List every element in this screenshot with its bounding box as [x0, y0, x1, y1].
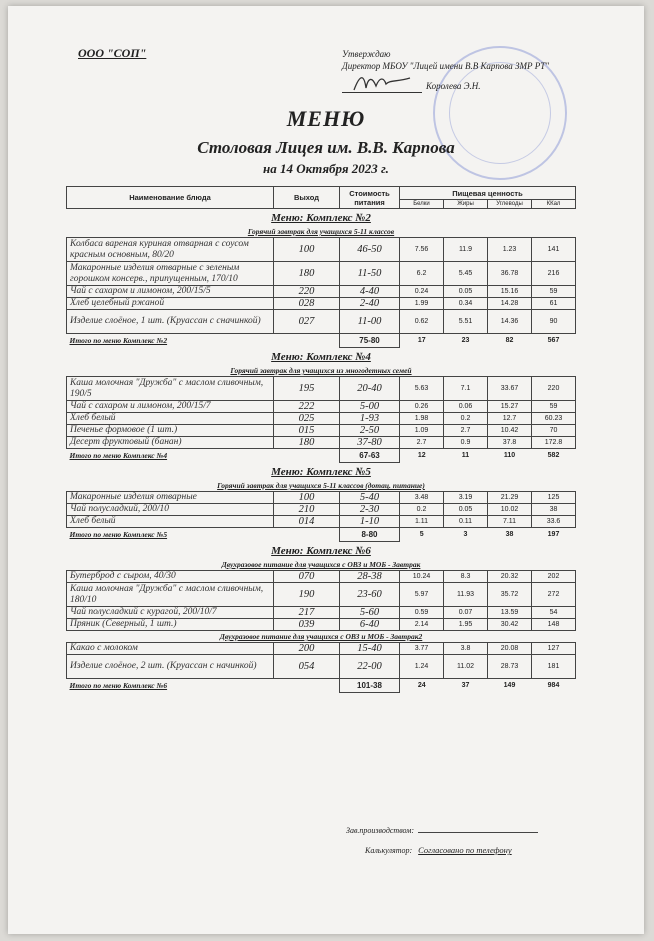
total-protein: 24 — [417, 682, 426, 690]
total-kcal: 582 — [547, 452, 560, 460]
dish-carbs: 15.27 — [488, 401, 532, 413]
total-cost: 75-80 — [340, 334, 400, 348]
dish-fat: 0.9 — [444, 437, 488, 449]
total-row — [67, 449, 576, 463]
dish-cost: 22-00 — [340, 655, 400, 679]
dish-protein: 1.24 — [400, 655, 444, 679]
dish-protein: 1.99 — [400, 298, 444, 310]
dish-protein: 0.2 — [400, 504, 444, 516]
manager-signoff — [346, 826, 538, 835]
dish-output: 200 — [274, 643, 340, 655]
dish-name: Чай полусладкий с курагой, 200/10/7 — [67, 607, 274, 619]
dish-fat: 3.8 — [444, 643, 488, 655]
menu-sheet — [8, 6, 644, 934]
dish-carbs: 21.29 — [488, 492, 532, 504]
total-cost: 8-80 — [340, 528, 400, 542]
dish-name: Колбаса вареная куриная отварная с соусом красным основным, 80/20 — [67, 238, 274, 262]
dish-output: 180 — [274, 262, 340, 286]
page-title: МЕНЮ — [286, 106, 366, 131]
dish-carbs: 13.59 — [488, 607, 532, 619]
dish-name: Печенье формовое (1 шт.) — [67, 425, 274, 437]
dish-carbs: 12.7 — [488, 413, 532, 425]
dish-cost: 23-60 — [340, 583, 400, 607]
table-row — [67, 619, 576, 631]
dish-protein: 2.7 — [400, 437, 444, 449]
dish-carbs: 28.73 — [488, 655, 532, 679]
dish-name: Какао с молоком — [67, 643, 274, 655]
approval-block — [342, 48, 572, 93]
dish-fat: 2.7 — [444, 425, 488, 437]
dish-cost: 2-50 — [340, 425, 400, 437]
dish-carbs: 1.23 — [488, 238, 532, 262]
col-protein-header: Белки — [400, 200, 444, 209]
dish-output: 054 — [274, 655, 340, 679]
approve-position: Директор МБОУ "Лицей имени В.В Карпова ЗМР РТ" — [342, 61, 549, 71]
dish-protein: 1.09 — [400, 425, 444, 437]
dish-name: Хлеб белый — [67, 516, 274, 528]
dish-fat: 0.06 — [444, 401, 488, 413]
dish-output: 070 — [274, 571, 340, 583]
dish-fat: 0.2 — [444, 413, 488, 425]
dish-kcal: 181 — [532, 655, 576, 679]
dish-output: 100 — [274, 238, 340, 262]
table-row — [67, 504, 576, 516]
dish-cost: 1-10 — [340, 516, 400, 528]
dish-output: 222 — [274, 401, 340, 413]
dish-cost: 15-40 — [340, 643, 400, 655]
dish-kcal: 60.23 — [532, 413, 576, 425]
total-row — [67, 679, 576, 693]
dish-protein: 3.48 — [400, 492, 444, 504]
organization-name: ООО "СОП" — [78, 46, 147, 60]
dish-name: Чай с сахаром и лимоном, 200/15/7 — [67, 401, 274, 413]
dish-carbs: 20.32 — [488, 571, 532, 583]
section-title: Меню: Комплекс №4 — [271, 350, 371, 363]
col-output-header: Выход — [274, 187, 340, 209]
dish-kcal: 33.6 — [532, 516, 576, 528]
dish-protein: 0.26 — [400, 401, 444, 413]
dish-protein: 7.56 — [400, 238, 444, 262]
dish-fat: 7.1 — [444, 377, 488, 401]
group-subtitle: Двухразовое питание для учащихся с ОВЗ и МОБ - Завтрак2 — [219, 632, 423, 641]
dish-kcal: 61 — [532, 298, 576, 310]
col-nutrition-header: Пищевая ценность — [400, 187, 576, 200]
signature-icon — [352, 72, 412, 94]
section-title: Меню: Комплекс №2 — [271, 211, 371, 224]
dish-protein: 0.62 — [400, 310, 444, 334]
total-kcal: 984 — [547, 682, 560, 690]
total-kcal: 197 — [547, 531, 560, 539]
table-row — [67, 286, 576, 298]
dish-fat: 11.9 — [444, 238, 488, 262]
dish-kcal: 272 — [532, 583, 576, 607]
dish-name: Десерт фруктовый (банан) — [67, 437, 274, 449]
dish-cost: 4-40 — [340, 286, 400, 298]
total-protein: 5 — [419, 531, 424, 539]
manager-line — [418, 832, 538, 833]
dish-output: 220 — [274, 286, 340, 298]
dish-protein: 0.59 — [400, 607, 444, 619]
dish-carbs: 14.36 — [488, 310, 532, 334]
dish-output: 027 — [274, 310, 340, 334]
dish-kcal: 59 — [532, 286, 576, 298]
dish-fat: 5.51 — [444, 310, 488, 334]
dish-fat: 11.93 — [444, 583, 488, 607]
dish-fat: 3.19 — [444, 492, 488, 504]
dish-output: 217 — [274, 607, 340, 619]
dish-fat: 0.07 — [444, 607, 488, 619]
dish-protein: 2.14 — [400, 619, 444, 631]
dish-protein: 5.97 — [400, 583, 444, 607]
menu-body — [67, 209, 576, 693]
dish-fat: 0.34 — [444, 298, 488, 310]
table-row — [67, 413, 576, 425]
total-kcal: 567 — [547, 337, 560, 345]
dish-carbs: 36.78 — [488, 262, 532, 286]
dish-name: Хлеб белый — [67, 413, 274, 425]
dish-output: 210 — [274, 504, 340, 516]
dish-protein: 1.11 — [400, 516, 444, 528]
dish-protein: 1.98 — [400, 413, 444, 425]
dish-output: 190 — [274, 583, 340, 607]
table-row — [67, 607, 576, 619]
dish-cost: 11-00 — [340, 310, 400, 334]
total-label: Итого по меню Комплекс №2 — [69, 336, 168, 346]
dish-name: Изделие слоёное, 2 шт. (Круассан с начинкой) — [67, 655, 274, 679]
approver-name: Королева Э.Н. — [426, 81, 481, 91]
col-kcal-header: ККал — [532, 200, 576, 209]
dish-cost: 2-40 — [340, 298, 400, 310]
calculator-value: Согласовано по телефону — [418, 845, 512, 855]
total-carbs: 38 — [505, 531, 514, 539]
dish-carbs: 7.11 — [488, 516, 532, 528]
signature — [342, 80, 422, 93]
menu-table — [66, 186, 576, 693]
dish-kcal: 59 — [532, 401, 576, 413]
dish-output: 015 — [274, 425, 340, 437]
total-label: Итого по меню Комплекс №4 — [69, 451, 168, 461]
section-title: Меню: Комплекс №5 — [271, 465, 371, 478]
col-carbs-header: Углеводы — [488, 200, 532, 209]
canteen-name: Столовая Лицея им. В.В. Карпова — [197, 138, 455, 157]
dish-output: 039 — [274, 619, 340, 631]
col-cost-header: Стоимость питания — [340, 187, 400, 209]
dish-fat: 1.95 — [444, 619, 488, 631]
dish-carbs: 10.02 — [488, 504, 532, 516]
dish-carbs: 30.42 — [488, 619, 532, 631]
dish-name: Пряник (Северный, 1 шт.) — [67, 619, 274, 631]
menu-date: на 14 Октября 2023 г. — [263, 161, 389, 176]
group-subtitle: Горячий завтрак для учащихся 5-11 классов (дотац. питание) — [217, 481, 425, 490]
dish-kcal: 70 — [532, 425, 576, 437]
dish-fat: 0.05 — [444, 286, 488, 298]
total-label: Итого по меню Комплекс №5 — [69, 530, 168, 540]
manager-label: Зав.производством: — [346, 826, 415, 835]
total-row — [67, 334, 576, 348]
total-carbs: 82 — [505, 337, 514, 345]
dish-protein: 10.24 — [400, 571, 444, 583]
table-row — [67, 655, 576, 679]
dish-kcal: 172.8 — [532, 437, 576, 449]
dish-name: Бутерброд с сыром, 40/30 — [67, 571, 274, 583]
dish-kcal: 125 — [532, 492, 576, 504]
table-row — [67, 310, 576, 334]
dish-output: 014 — [274, 516, 340, 528]
dish-kcal: 216 — [532, 262, 576, 286]
col-name-header: Наименование блюда — [67, 187, 274, 209]
table-row — [67, 583, 576, 607]
dish-cost: 5-40 — [340, 492, 400, 504]
dish-protein: 0.24 — [400, 286, 444, 298]
dish-output: 028 — [274, 298, 340, 310]
dish-fat: 0.05 — [444, 504, 488, 516]
dish-carbs: 35.72 — [488, 583, 532, 607]
group-subtitle: Горячий завтрак для учащихся из многодетных семей — [230, 366, 412, 375]
dish-kcal: 148 — [532, 619, 576, 631]
dish-cost: 46-50 — [340, 238, 400, 262]
dish-protein: 3.77 — [400, 643, 444, 655]
dish-cost: 37-80 — [340, 437, 400, 449]
dish-protein: 6.2 — [400, 262, 444, 286]
dish-name: Макаронные изделия отварные с зеленым горошком консерв., припущенным, 170/10 — [67, 262, 274, 286]
dish-fat: 11.02 — [444, 655, 488, 679]
total-fat: 11 — [461, 452, 470, 460]
table-row — [67, 262, 576, 286]
dish-output: 100 — [274, 492, 340, 504]
total-protein: 12 — [417, 452, 426, 460]
dish-kcal: 54 — [532, 607, 576, 619]
dish-name: Макаронные изделия отварные — [67, 492, 274, 504]
dish-kcal: 90 — [532, 310, 576, 334]
table-row — [67, 643, 576, 655]
dish-name: Хлеб целебный ржаной — [67, 298, 274, 310]
signature-line — [342, 80, 572, 93]
table-row — [67, 377, 576, 401]
dish-carbs: 15.16 — [488, 286, 532, 298]
group-subtitle: Двухразовое питание для учащихся с ОВЗ и МОБ - Завтрак — [221, 560, 421, 569]
dish-kcal: 202 — [532, 571, 576, 583]
dish-protein: 5.63 — [400, 377, 444, 401]
dish-carbs: 20.08 — [488, 643, 532, 655]
total-row — [67, 528, 576, 542]
table-row — [67, 238, 576, 262]
dish-cost: 28-38 — [340, 571, 400, 583]
dish-name: Чай полусладкий, 200/10 — [67, 504, 274, 516]
section-title: Меню: Комплекс №6 — [271, 544, 371, 557]
total-carbs: 110 — [503, 452, 516, 460]
total-cost: 101-38 — [340, 679, 400, 693]
dish-fat: 8.3 — [444, 571, 488, 583]
dish-carbs: 14.28 — [488, 298, 532, 310]
dish-output: 025 — [274, 413, 340, 425]
calculator-signoff — [365, 845, 512, 855]
table-row — [67, 425, 576, 437]
total-cost: 67-63 — [340, 449, 400, 463]
dish-kcal: 127 — [532, 643, 576, 655]
dish-kcal: 220 — [532, 377, 576, 401]
approve-label: Утверждаю — [342, 49, 391, 59]
total-fat: 37 — [461, 682, 470, 690]
dish-carbs: 10.42 — [488, 425, 532, 437]
dish-output: 180 — [274, 437, 340, 449]
total-fat: 3 — [463, 531, 468, 539]
dish-cost: 6-40 — [340, 619, 400, 631]
dish-cost: 2-30 — [340, 504, 400, 516]
dish-name: Каша молочная "Дружба" с маслом сливочным, 190/5 — [67, 377, 274, 401]
total-fat: 23 — [461, 337, 470, 345]
table-row — [67, 298, 576, 310]
total-label: Итого по меню Комплекс №6 — [69, 681, 168, 691]
dish-kcal: 141 — [532, 238, 576, 262]
dish-cost: 20-40 — [340, 377, 400, 401]
table-row — [67, 401, 576, 413]
dish-carbs: 37.8 — [488, 437, 532, 449]
dish-cost: 11-50 — [340, 262, 400, 286]
dish-name: Чай с сахаром и лимоном, 200/15/5 — [67, 286, 274, 298]
group-subtitle: Горячий завтрак для учащихся 5-11 классов — [247, 227, 395, 236]
dish-name: Каша молочная "Дружба" с маслом сливочным, 180/10 — [67, 583, 274, 607]
dish-kcal: 38 — [532, 504, 576, 516]
dish-fat: 0.11 — [444, 516, 488, 528]
dish-fat: 5.45 — [444, 262, 488, 286]
dish-output: 195 — [274, 377, 340, 401]
dish-name: Изделие слоёное, 1 шт. (Круассан с сначинкой) — [67, 310, 274, 334]
table-row — [67, 571, 576, 583]
dish-carbs: 33.67 — [488, 377, 532, 401]
table-row — [67, 516, 576, 528]
dish-cost: 5-60 — [340, 607, 400, 619]
dish-cost: 5-00 — [340, 401, 400, 413]
table-row — [67, 492, 576, 504]
total-carbs: 149 — [503, 682, 516, 690]
table-row — [67, 437, 576, 449]
col-fat-header: Жиры — [444, 200, 488, 209]
total-protein: 17 — [417, 337, 426, 345]
dish-cost: 1-93 — [340, 413, 400, 425]
calculator-label: Калькулятор: — [365, 846, 413, 855]
